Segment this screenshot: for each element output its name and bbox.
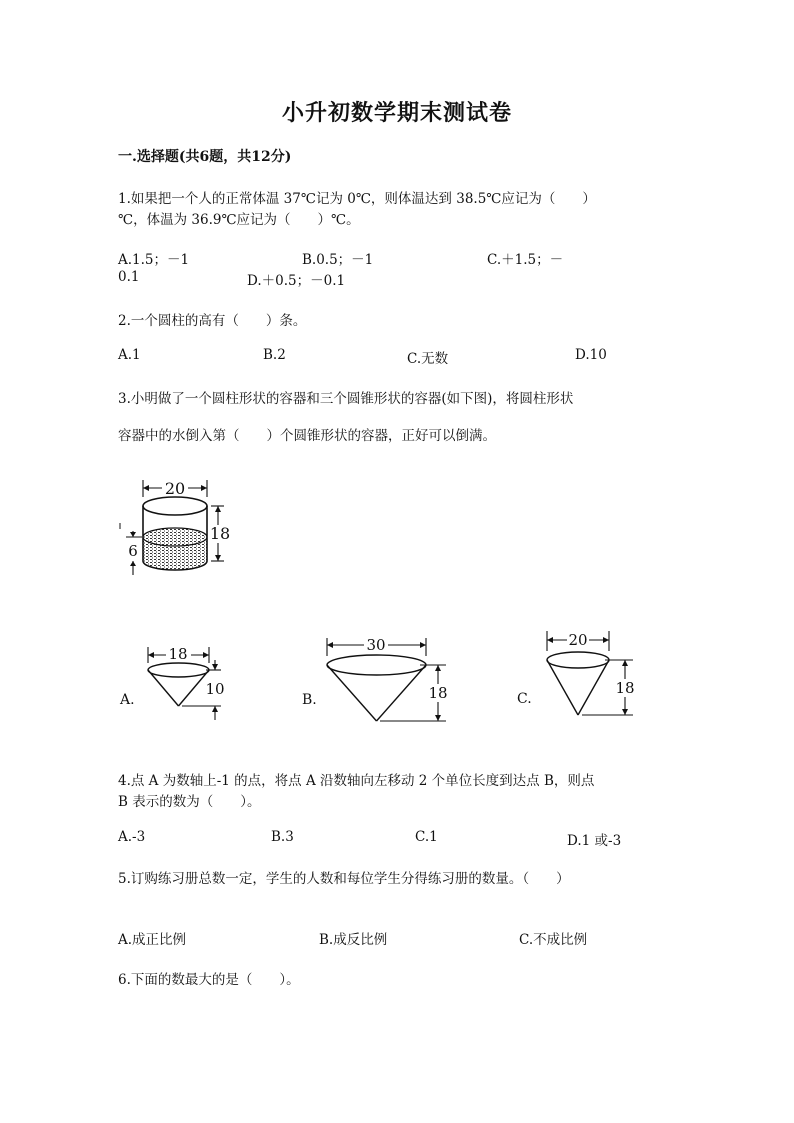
cone-b-height-label: 18 [428, 684, 448, 702]
q4-option-a: A.-3 [118, 829, 146, 845]
cone-b-figure [302, 634, 452, 726]
cone-b-diameter-label: 30 [366, 636, 386, 654]
q4-stem-line2: B 表示的数为（ ）。 [118, 794, 261, 810]
cylinder-diameter-label: 20 [164, 479, 186, 498]
q5-stem: 5.订购练习册总数一定，学生的人数和每位学生分得练习册的数量。（ ） [118, 871, 570, 887]
cylinder-figure [118, 475, 248, 585]
cone-c-figure [517, 629, 642, 721]
q2-option-d: D.10 [575, 347, 607, 363]
cone-b-label: B. [302, 692, 317, 708]
q4-option-c: C.1 [415, 829, 438, 845]
q4-option-d: D.1 或-3 [567, 833, 622, 849]
cone-c-diameter-label: 20 [568, 631, 588, 649]
q5-option-b: B.成反比例 [319, 932, 388, 948]
page-title: 小升初数学期末测试卷 [281, 100, 512, 126]
cone-a-label: A. [120, 692, 135, 708]
section-heading: 一.选择题(共6题，共12分) [118, 149, 292, 165]
cone-c-label: C. [517, 691, 532, 707]
q6-stem: 6.下面的数最大的是（ ）。 [118, 972, 300, 988]
q5-option-a: A.成正比例 [118, 932, 187, 948]
q1-option-c: C.＋1.5；－ [487, 252, 564, 268]
cone-a-figure [118, 642, 233, 724]
q1-stem-line1: 1.如果把一个人的正常体温 37℃记为 0℃，则体温达到 38.5℃应记为（ ） [118, 191, 596, 207]
q2-option-c: C.无数 [407, 351, 449, 367]
q2-option-b: B.2 [263, 347, 286, 363]
water-height-label: 6 [128, 542, 138, 560]
cone-a-height-label: 10 [205, 680, 225, 698]
cylinder-height-label: 18 [209, 524, 231, 543]
q1-stem-line2: ℃，体温为 36.9℃应记为（ ）℃。 [118, 212, 360, 228]
q4-option-b: B.3 [271, 829, 294, 845]
q5-option-c: C.不成比例 [519, 932, 588, 948]
q4-stem-line1: 4.点 A 为数轴上-1 的点，将点 A 沿数轴向左移动 2 个单位长度到达点 B，则点 [118, 773, 595, 789]
q2-option-a: A.1 [118, 347, 141, 363]
q2-stem: 2.一个圆柱的高有（ ）条。 [118, 313, 307, 329]
q1-option-a: A.1.5；－1 [118, 252, 190, 268]
q3-stem-line1: 3.小明做了一个圆柱形状的容器和三个圆锥形状的容器(如下图)，将圆柱形状 [118, 391, 574, 407]
cone-c-height-label: 18 [615, 679, 635, 697]
q1-option-c-cont: 0.1 [118, 269, 140, 285]
q1-option-d: D.＋0.5；－0.1 [247, 273, 346, 289]
q1-option-b: B.0.5；－1 [302, 252, 374, 268]
q3-stem-line2: 容器中的水倒入第（ ）个圆锥形状的容器，正好可以倒满。 [118, 428, 496, 444]
cone-a-diameter-label: 18 [168, 645, 188, 663]
